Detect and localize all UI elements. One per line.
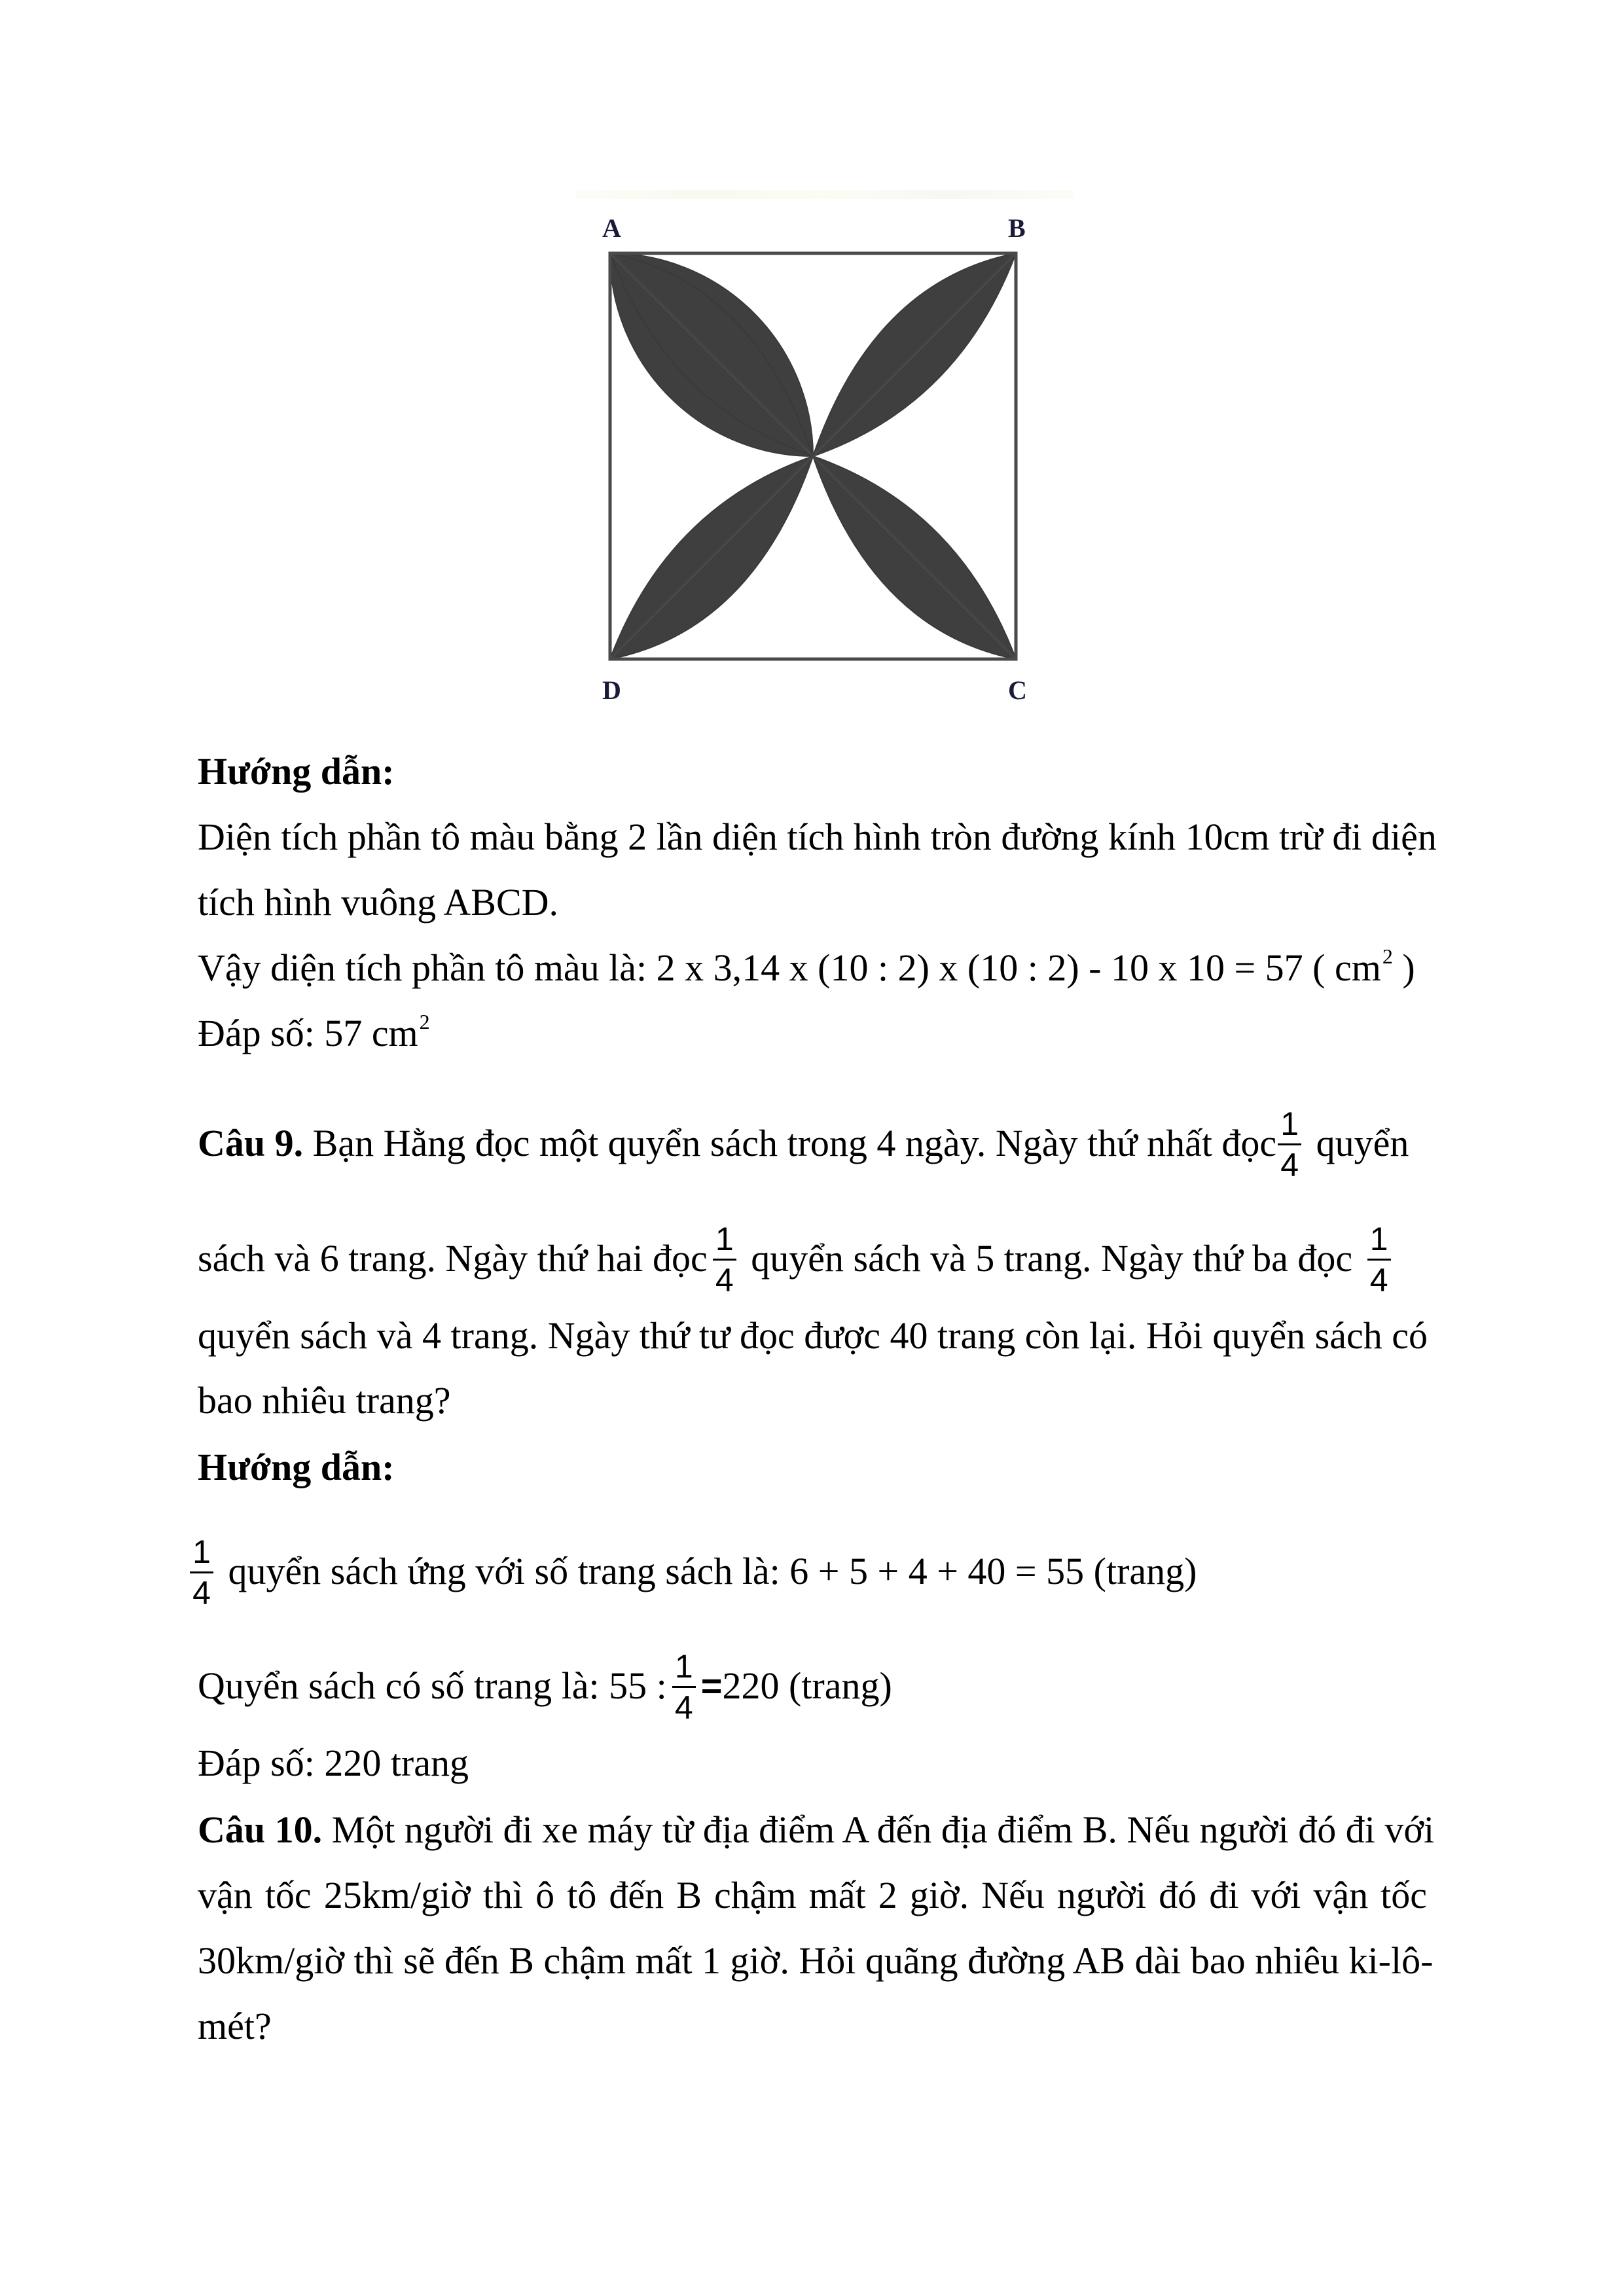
q9-line2	[198, 1223, 1396, 1301]
fraction-one-quarter	[190, 1534, 213, 1611]
q9-line1	[198, 1105, 1409, 1186]
question-text-cont: quyển	[1307, 1121, 1409, 1164]
q10-line2: vận tốc 25km/giờ thì ô tô đến B chậm mất 2 giờ. Nếu người đó đi với vận tốc	[198, 1874, 1427, 1916]
solution-text: Quyển sách có số trang là: 55 :	[198, 1664, 667, 1707]
vertex-label-c: C	[1008, 675, 1027, 705]
numerator: 1	[1369, 1221, 1388, 1257]
vertex-label-d: D	[602, 675, 621, 705]
fraction-bar	[713, 1259, 736, 1261]
calculation-end: )	[1392, 946, 1415, 989]
q9-line3: quyển sách và 4 trang. Ngày thứ tư đọc được 40 trang còn lại. Hỏi quyển sách có	[198, 1314, 1428, 1357]
fraction-one-quarter	[672, 1648, 696, 1726]
question-text: Bạn Hằng đọc một quyển sách trong 4 ngày. Ngày thứ nhất đọc	[303, 1121, 1277, 1164]
answer-text: Đáp số: 57 cm	[198, 1012, 418, 1054]
geometry-figure	[576, 190, 1074, 726]
q8-solution-line2: tích hình vuông ABCD.	[198, 881, 559, 924]
denominator: 4	[1369, 1262, 1388, 1299]
q10-line4: mét?	[198, 2005, 272, 2047]
q9-answer: Đáp số: 220 trang	[198, 1742, 469, 1784]
denominator: 4	[674, 1689, 693, 1726]
solution-result: 220 (trang)	[722, 1664, 892, 1707]
fraction-one-quarter	[713, 1221, 736, 1299]
question-text-cont: quyển sách và 5 trang. Ngày thứ ba đọc	[741, 1236, 1362, 1280]
vertex-label-b: B	[1008, 213, 1026, 243]
fraction-bar	[1278, 1143, 1301, 1145]
denominator: 4	[1280, 1147, 1299, 1183]
q9-solution-heading: Hướng dẫn:	[198, 1446, 395, 1488]
question-text: Một người đi xe máy từ địa điểm A đến địa điểm B. Nếu người đó đi với	[322, 1808, 1435, 1851]
question-label: Câu 10.	[198, 1808, 323, 1851]
q9-line4: bao nhiêu trang?	[198, 1379, 451, 1422]
numerator: 1	[674, 1648, 693, 1685]
numerator: 1	[192, 1534, 211, 1570]
figure-scan-artifact	[576, 190, 1074, 199]
fraction-one-quarter	[1278, 1105, 1301, 1183]
vertex-label-a: A	[602, 213, 621, 243]
q8-answer	[198, 1010, 430, 1058]
numerator: 1	[715, 1221, 734, 1257]
square-petal-diagram	[576, 190, 1074, 726]
fraction-bar	[1367, 1259, 1391, 1261]
question-label: Câu 9.	[198, 1121, 304, 1164]
solution-text: quyển sách ứng với số trang sách là: 6 + 5 + 4 + 40 = 55 (trang)	[219, 1549, 1197, 1592]
superscript: 2	[1382, 944, 1393, 968]
q10-line3: 30km/giờ thì sẽ đến B chậm mất 1 giờ. Hỏi quãng đường AB dài bao nhiêu ki-lô-	[198, 1939, 1434, 1982]
calculation-text: Vậy diện tích phần tô màu là: 2 x 3,14 x (10 : 2) x (10 : 2) - 10 x 10 = 57 ( cm	[198, 946, 1381, 989]
superscript: 2	[419, 1010, 430, 1033]
equals-sign: =	[700, 1664, 723, 1706]
q9-solution-line2	[198, 1648, 892, 1729]
q8-solution-heading: Hướng dẫn:	[198, 750, 395, 793]
fraction-one-quarter	[1367, 1221, 1391, 1299]
denominator: 4	[192, 1575, 211, 1611]
q8-solution-calculation	[198, 944, 1415, 992]
q9-solution-line1	[190, 1536, 1197, 1614]
fraction-bar	[190, 1571, 213, 1573]
petal-diagonals	[610, 253, 1016, 659]
q8-solution-line1: Diện tích phần tô màu bằng 2 lần diện tích hình tròn đường kính 10cm trừ đi diện	[198, 816, 1437, 858]
denominator: 4	[715, 1262, 734, 1299]
fraction-bar	[672, 1686, 696, 1688]
q10-line1	[198, 1808, 1435, 1851]
numerator: 1	[1280, 1105, 1299, 1142]
question-text: sách và 6 trang. Ngày thứ hai đọc	[198, 1236, 708, 1280]
